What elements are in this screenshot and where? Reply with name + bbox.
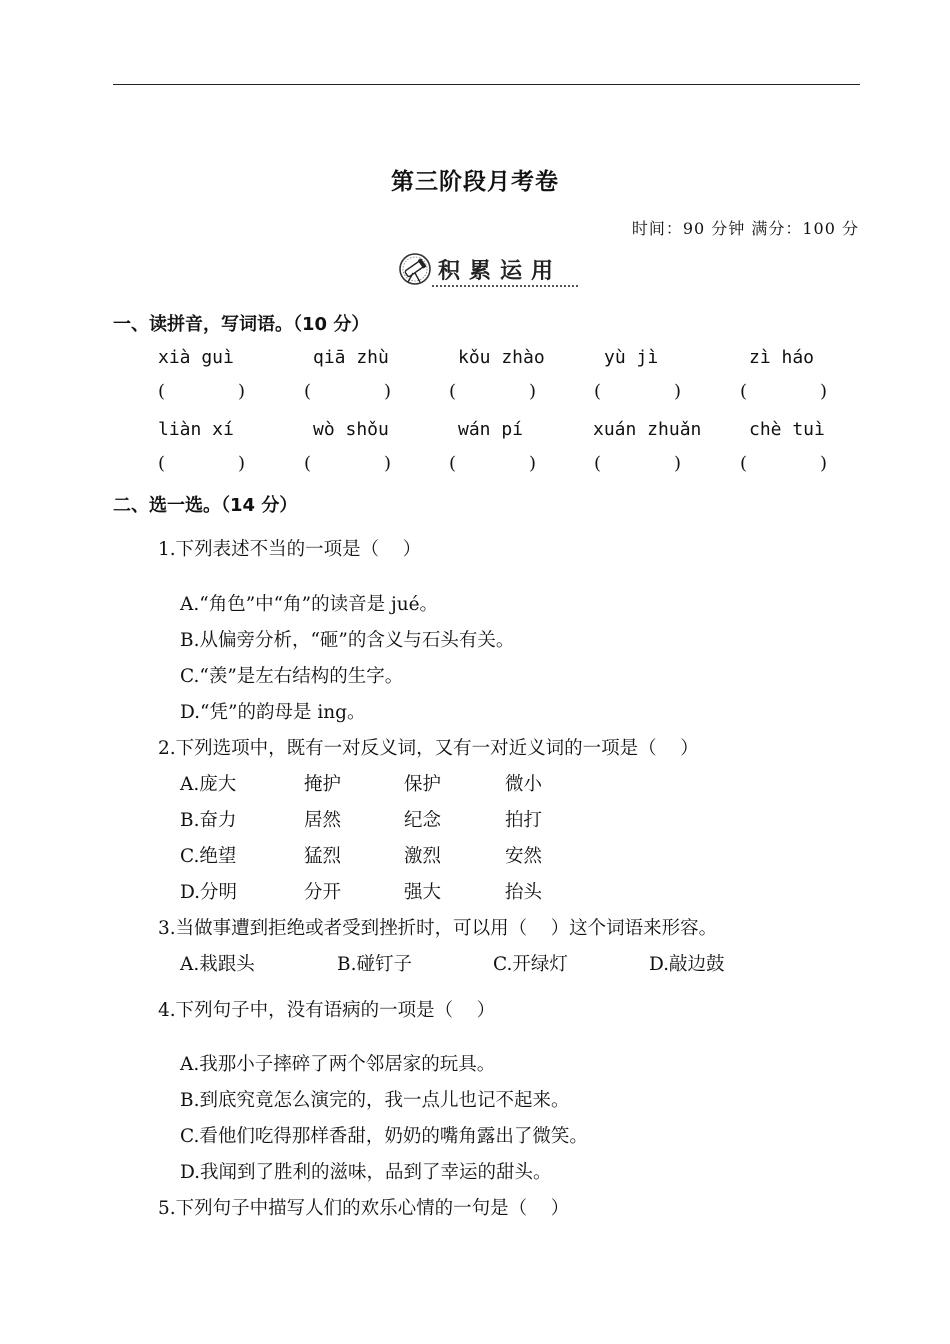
answer-blank-close: ): [529, 381, 537, 402]
answer-blank-close: ): [384, 453, 392, 474]
pinyin-item: zì háo: [749, 347, 815, 368]
option-line: B.从偏旁分析，“砸”的含义与石头有关。: [180, 630, 515, 651]
option-word: A.栽跟头: [180, 954, 255, 975]
pinyin-item: liàn xí: [158, 419, 234, 440]
question-stem: 3.当做事遭到拒绝或者受到挫折时，可以用（ ）这个词语来形容。: [158, 918, 718, 939]
telescope-icon: [398, 252, 432, 286]
answer-blank-open: (: [449, 381, 457, 402]
answer-blank-open: (: [740, 381, 748, 402]
part1-heading: 一、读拼音，写词语。（10 分）: [113, 314, 370, 335]
question-stem: 1.下列表述不当的一项是（ ）: [158, 539, 422, 560]
option-word: D.敲边鼓: [649, 954, 725, 975]
option-line: B.到底究竟怎么演完的，我一点儿也记不起来。: [180, 1090, 570, 1111]
option-word: B.奋力: [180, 810, 237, 831]
answer-blank-close: ): [238, 453, 246, 474]
part2-heading: 二、选一选。（14 分）: [113, 495, 298, 516]
option-word: D.分明: [180, 882, 238, 903]
answer-blank-close: ): [674, 381, 682, 402]
answer-blank-open: (: [304, 453, 312, 474]
option-word: 纪念: [404, 810, 442, 831]
question-stem: 2.下列选项中，既有一对反义词，又有一对近义词的一项是（ ）: [158, 738, 699, 759]
option-word: 居然: [304, 810, 342, 831]
option-word: 掩护: [304, 774, 342, 795]
answer-blank-close: ): [820, 381, 828, 402]
section-badge-label: 积累运用: [438, 259, 563, 284]
badge-underline: [432, 285, 578, 287]
option-line: A.“角色”中“角”的读音是 jué。: [180, 594, 439, 615]
answer-blank-open: (: [449, 453, 457, 474]
option-word: 猛烈: [304, 846, 342, 867]
option-word: B.碰钉子: [337, 954, 412, 975]
answer-blank-close: ): [820, 453, 828, 474]
option-word: 抬头: [505, 882, 543, 903]
answer-blank-open: (: [158, 381, 166, 402]
answer-blank-open: (: [594, 453, 602, 474]
option-word: 拍打: [505, 810, 543, 831]
answer-blank-close: ): [674, 453, 682, 474]
answer-blank-open: (: [158, 453, 166, 474]
pinyin-item: xià guì: [158, 347, 234, 368]
option-word: C.开绿灯: [493, 954, 568, 975]
option-word: C.绝望: [180, 846, 237, 867]
option-word: 保护: [404, 774, 442, 795]
answer-blank-open: (: [740, 453, 748, 474]
option-word: 强大: [404, 882, 442, 903]
option-line: D.“凭”的韵母是 ing。: [180, 702, 366, 723]
option-line: C.“羡”是左右结构的生字。: [180, 666, 404, 687]
answer-blank-close: ): [238, 381, 246, 402]
pinyin-item: xuán zhuǎn: [593, 419, 702, 440]
question-stem: 4.下列句子中，没有语病的一项是（ ）: [158, 1000, 496, 1021]
question-stem: 5.下列句子中描写人们的欢乐心情的一句是（ ）: [158, 1198, 570, 1219]
option-line: D.我闻到了胜利的滋味，品到了幸运的甜头。: [180, 1162, 552, 1183]
option-word: 微小: [505, 774, 543, 795]
pinyin-item: yù jì: [604, 347, 659, 368]
option-line: A.我那小子摔碎了两个邻居家的玩具。: [180, 1054, 496, 1075]
pinyin-item: chè tuì: [749, 419, 825, 440]
pinyin-item: wán pí: [458, 419, 524, 440]
answer-blank-open: (: [304, 381, 312, 402]
pinyin-item: qiā zhù: [313, 347, 389, 368]
page-title: 第三阶段月考卷: [391, 169, 559, 195]
section-badge: [398, 250, 580, 290]
answer-blank-open: (: [594, 381, 602, 402]
option-word: 分开: [304, 882, 342, 903]
option-word: A.庞大: [180, 774, 237, 795]
option-word: 安然: [505, 846, 543, 867]
pinyin-item: kǒu zhào: [458, 347, 545, 368]
answer-blank-close: ): [529, 453, 537, 474]
exam-meta: 时间：90 分钟 满分：100 分: [631, 219, 859, 238]
top-rule: [113, 84, 860, 85]
option-word: 激烈: [404, 846, 442, 867]
option-line: C.看他们吃得那样香甜，奶奶的嘴角露出了微笑。: [180, 1126, 588, 1147]
answer-blank-close: ): [384, 381, 392, 402]
pinyin-item: wò shǒu: [313, 419, 389, 440]
